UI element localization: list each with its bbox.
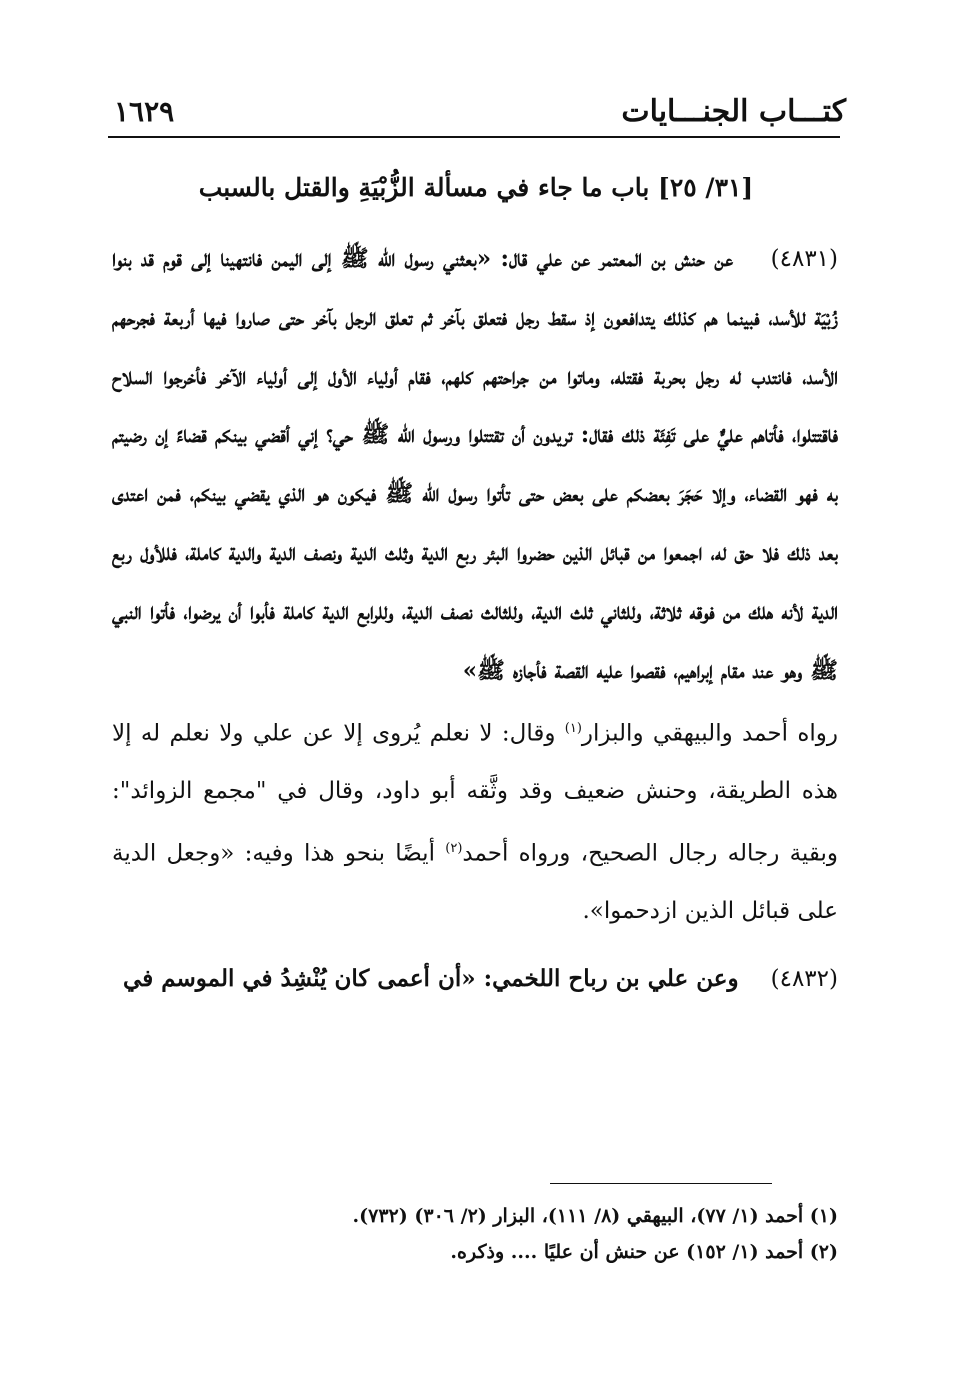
source-note-part-1: رواه أحمد والبيهقي والبزار [581,721,838,748]
footnotes [112,1198,838,1270]
hadith-text: عن حنش بن المعتمر عن علي قال: «بعثني رسول الله ﷺ إلى اليمن فانتهينا إلى قوم قد بنوا زُبْيَة للأسد، فبينما هم كذلك يتدافعون إذ سقط رجل فتعلق بآخر ثم تعلق الرجل بآخر حتى صاروا فيها أربعة فجرحهم الأسد، فانتدب له رجل بحربة فقتله، وماتوا من جراحتهم كلهم، فقام أولياء الأول إلى أولياء الآخر فأخرجوا السلاح فاقتتلوا، فأتاهم عليٌّ على تَفِئَة ذلك فقال: تريدون أن تقتتلوا ورسول الله ﷺ حي؟ إني أقضي بينكم قضاءً إن رضيتم به فهو القضاء، وإلا حَجَرَ بعضكم على بعض حتى تأتوا رسول الله ﷺ فيكون هو الذي يقضي بينكم، فمن اعتدى بعد ذلك فلا حق له، اجمعوا من قبائل الذين حضروا البئر ربع الدية وثلث الدية ونصف الدية والدية كاملة، فللأول ربع الدية لأنه هلك من فوقه ثلاثة، وللثاني ثلث الدية، وللثالث نصف الدية، وللرابع الدية كاملة فأبوا أن يرضوا، فأتوا النبي ﷺ وهو عند مقام إبراهيم، فقصوا عليه القصة فأجازه ﷺ» [112,245,838,684]
page-number: ١٦٢٩ [114,95,175,128]
page-header [110,92,848,132]
book-title: كتـــاب الجنـــايات [621,94,846,129]
hadith-number: (٤٨٣١) [770,246,839,272]
source-note-part-3: أيضًا بنحو هذا وفيه: «وجعل الدية على قبائل الذين ازدحموا». [112,840,838,924]
hadith-number: (٤٨٣٢) [770,965,838,992]
hadith-text: وعن علي بن رباح اللخمي: «أن أعمى كان يُنْشِدُ في الموسم في [123,964,739,992]
footnote-1: (١) أحمد (١/ ٧٧)، البيهقي (٨/ ١١١)، البزار (٢/ ٣٠٦) (٧٣٢). [352,1205,838,1227]
hadith-paragraph [112,950,838,1009]
footnote-ref-2[interactable]: (٢) [445,841,463,857]
header-divider [108,136,840,138]
footnote-2: (٢) أحمد (١/ ١٥٢) عن حنش أن عليًا .... وذكره. [450,1241,838,1263]
source-note-part-2: وقال: لا نعلم يُروى إلا عن علي ولا نعلم له إلا هذه الطريقة، وحنش ضعيف وقد وثَّقه أبو داود، وقال في "مجمع الزوائد": وبقية رجاله رجال الصحيح، ورواه أحمد [112,721,838,867]
footnote-ref-1[interactable]: (١) [564,721,582,737]
footnote-divider [550,1183,772,1184]
source-note [112,700,838,939]
chapter-heading: [٣١/ ٢٥] باب ما جاء في مسألة الزُّبْيَةِ والقتل بالسبب [198,173,754,202]
paragraph-gap [112,940,838,950]
page-body [112,230,838,1008]
hadith-paragraph [112,230,838,700]
